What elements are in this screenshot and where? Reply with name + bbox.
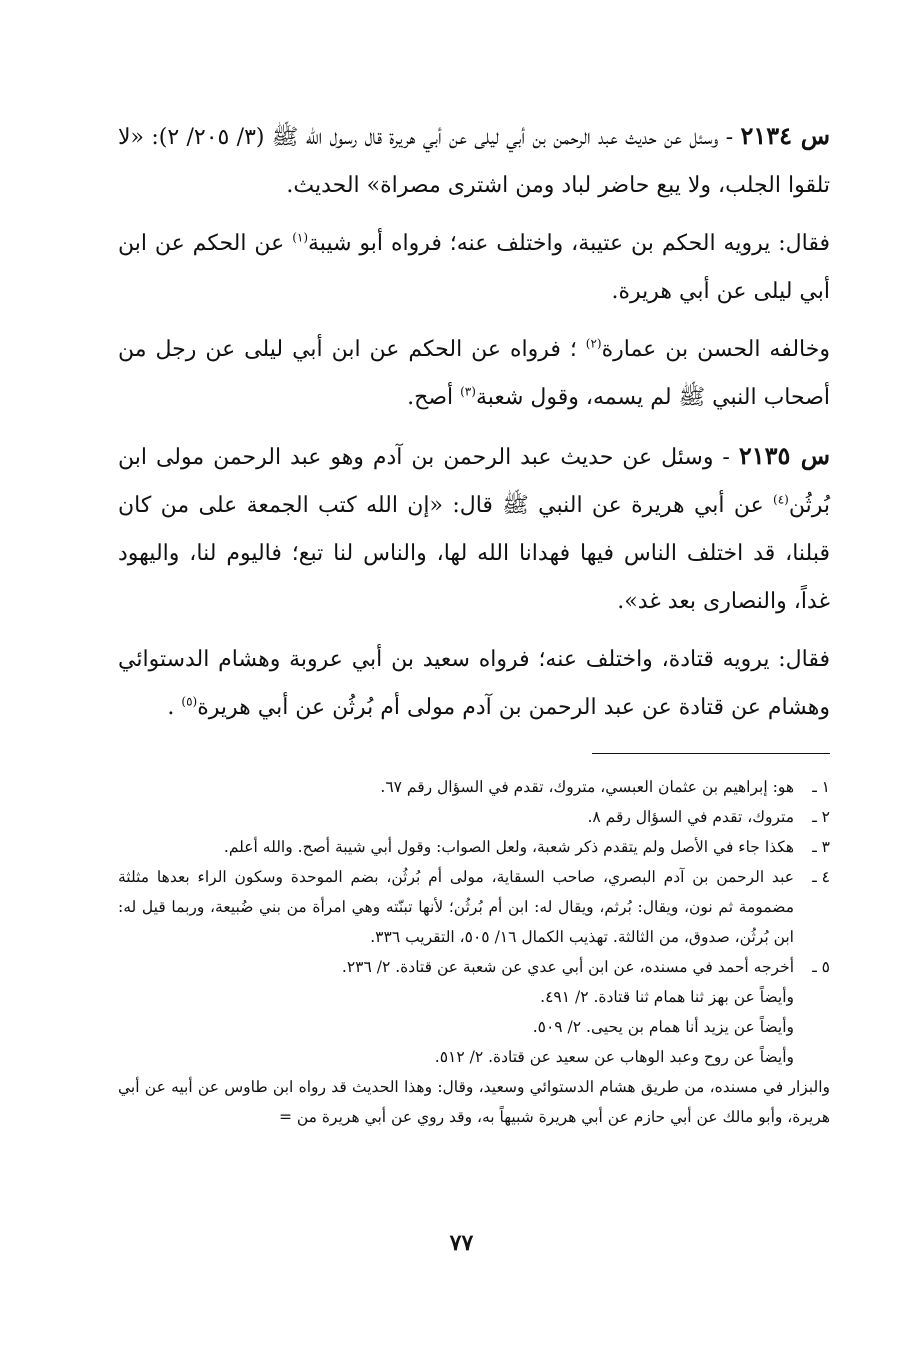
footnote-text: وأيضاً عن يزيد أنا همام بن يحيى. ٢/ ٥٠٩.: [532, 1018, 794, 1036]
footnote-ref[interactable]: (٢): [585, 336, 602, 351]
paragraph-answer-2134-b: [118, 326, 830, 422]
footnote-ref[interactable]: (٥): [181, 694, 198, 709]
footnote-2: [118, 802, 830, 832]
footnote-text: وأيضاً عن روح وعبد الوهاب عن سعيد عن قتادة. ٢/ ٥١٢.: [434, 1048, 794, 1066]
footnote-ref[interactable]: (٤): [773, 492, 789, 507]
question-number: س ٢١٣٤: [740, 121, 831, 150]
footnote-4: [118, 862, 830, 952]
footnote-1: [118, 772, 830, 802]
footnote-text: هو: إبراهيم بن عثمان العبسي، متروك، تقدم في السؤال رقم ٦٧.: [380, 778, 794, 796]
paragraph-text: عن الحكم عن ابن أبي ليلى عن أبي هريرة.: [118, 231, 830, 304]
main-text: [118, 112, 830, 742]
footnote-ref[interactable]: (١): [292, 230, 309, 245]
paragraph-text: فقال: يرويه الحكم بن عتيبة، واختلف عنه؛ فرواه أبو شيبة: [308, 231, 830, 256]
paragraph-text: فقال: يرويه قتادة، واختلف عنه؛ فرواه سعيد بن أبي عروبة وهشام الدستوائي وهشام عن قتادة عن عبد الرحمن بن آدم مولى أم بُرثُن عن أبي هريرة: [118, 647, 830, 720]
paragraph-text: .: [167, 695, 182, 720]
paragraph-text: وخالفه الحسن بن عمارة: [601, 337, 830, 362]
footnote-text: متروك، تقدم في السؤال رقم ٨.: [587, 808, 794, 826]
footnote-3: [118, 832, 830, 862]
question-number: س ٢١٣٥: [738, 441, 830, 470]
footnote-number: ٥ ـ: [812, 958, 830, 976]
paragraph-text: ؛ فرواه عن الحكم عن ابن أبي ليلى عن رجل من أصحاب النبي ﷺ لم يسمه، وقول شعبة: [118, 337, 830, 410]
paragraph-text: أصح.: [407, 385, 461, 410]
page-number: ٧٧: [449, 1230, 474, 1256]
footnote-text: عبد الرحمن بن آدم البصري، صاحب السقاية، مولى أم بُرثُن، بضم الموحدة وسكون الراء بعدها مثلثة مضمومة ثم نون، ويقال: بُرثم، ويقال له: ابن أم بُرثُن؛ لأنها تبنّته وهي امرأة من بني ضُبيعة، وربما قيل له: ابن بُرثُن، صدوق، من الثالثة. تهذيب الكمال ١٦/ ٥٠٥، التقريب ٣٣٦.: [118, 868, 794, 946]
footnotes: [118, 772, 830, 1132]
paragraph-text: - وسئل عن حديث عبد الرحمن بن أبي ليلى عن أبي هريرة قال رسول الله ﷺ (٣/ ٢٠٥/ ٢): «لا تلقوا الجلب، ولا يبع حاضر لباد ومن اشترى مصراة» الحديث.: [118, 125, 830, 198]
paragraph-text: - وسئل عن حديث عبد الرحمن بن آدم وهو عبد الرحمن مولى ابن بُرثُن: [118, 445, 830, 518]
footnote-number: ٣ ـ: [812, 838, 830, 856]
paragraph-answer-2134-a: [118, 220, 830, 316]
footnote-text: وأيضاً عن بهز ثنا همام ثنا قتادة. ٢/ ٤٩١.: [540, 988, 794, 1006]
footnote-text: هكذا جاء في الأصل ولم يتقدم ذكر شعبة، ولعل الصواب: وقول أبي شيبة أصح. والله أعلم.: [223, 838, 794, 856]
footnote-number: ١ ـ: [812, 778, 830, 796]
footnote-continuation: والبزار في مسنده، من طريق هشام الدستوائي وسعيد، وقال: وهذا الحديث قد رواه ابن طاوس عن أبيه عن أبي هريرة، وأبو مالك عن أبي حازم عن أبي هريرة شبيهاً به، وقد روي عن أبي هريرة من =: [118, 1078, 830, 1126]
footnote-number: ٢ ـ: [812, 808, 830, 826]
footnote-ref[interactable]: (٣): [460, 384, 476, 399]
footnote-text: أخرجه أحمد في مسنده، عن ابن أبي عدي عن شعبة عن قتادة. ٢/ ٢٣٦.: [341, 958, 794, 976]
paragraph-question-2135: [118, 432, 830, 626]
footnote-5: [118, 952, 830, 1072]
paragraph-answer-2135: [118, 636, 830, 732]
footnote-divider: [592, 753, 830, 754]
paragraph-text: عن أبي هريرة عن النبي ﷺ قال: «إن الله كتب الجمعة على من كان قبلنا، قد اختلف الناس فيها فهدانا الله لها، والناس لنا تبع؛ فاليوم لنا، واليهود غداً، والنصارى بعد غد».: [118, 493, 830, 614]
paragraph-question-2134: [118, 112, 830, 210]
footnote-number: ٤ ـ: [812, 868, 830, 886]
